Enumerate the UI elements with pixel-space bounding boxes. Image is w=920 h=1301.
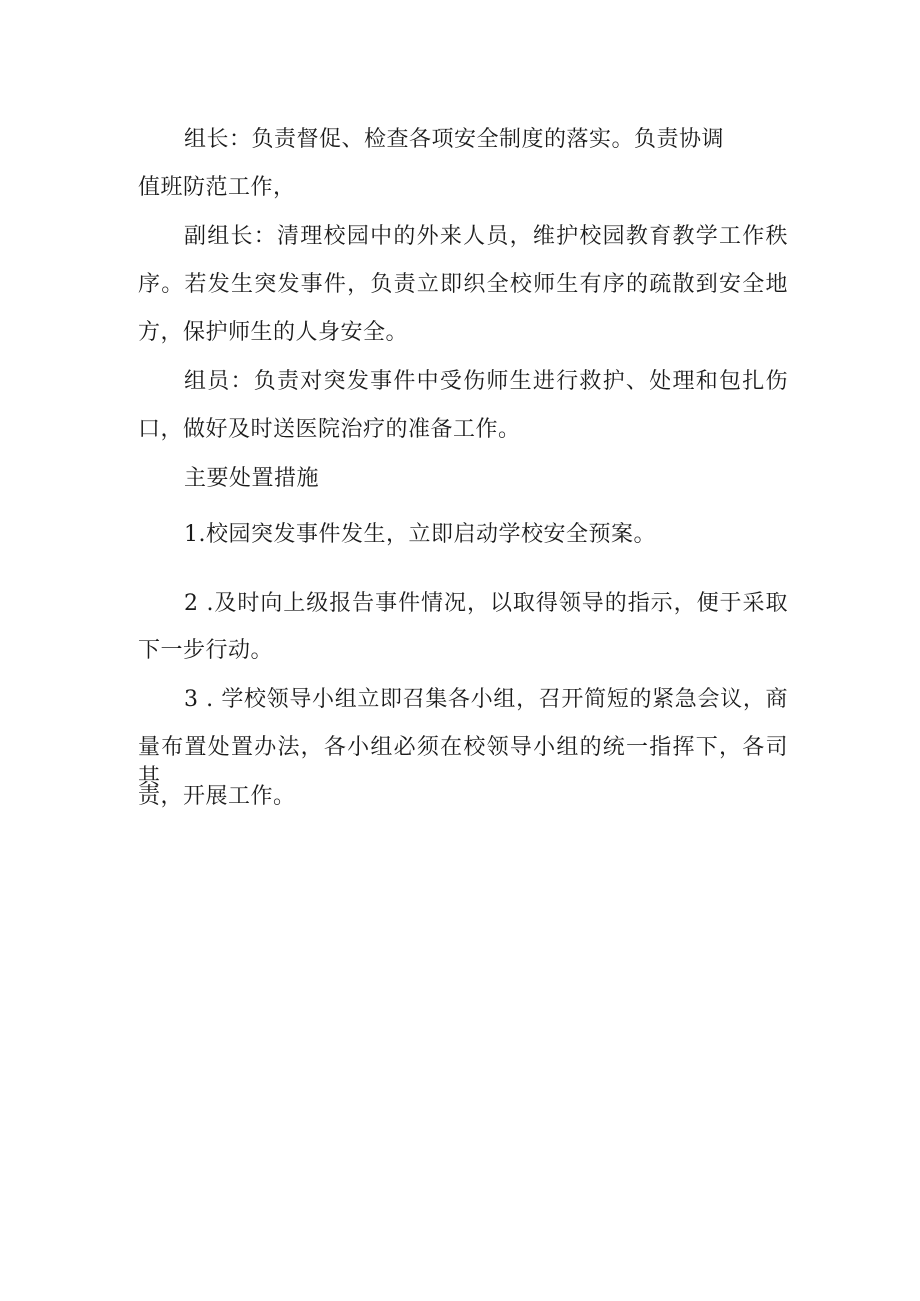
member-line-1: 组员：负责对突发事件中受伤师生进行救护、处理和包扎伤 — [184, 369, 788, 394]
measures-heading: 主要处置措施 — [184, 466, 320, 491]
measure-2-line-2: 下一步行动。 — [138, 638, 274, 663]
measure-3-line-3: 责，开展工作。 — [138, 784, 296, 809]
measure-2-line-1: 2 .及时向上级报告事件情况，以取得领导的指示，便于采取 — [184, 591, 788, 616]
leader-line-1: 组长：负责督促、检查各项安全制度的落实。负责协调 — [184, 127, 725, 152]
measure-1-line-1: 1.校园突发事件发生，立即启动学校安全预案。 — [184, 522, 656, 547]
member-line-2: 口，做好及时送医院治疗的准备工作。 — [138, 417, 521, 442]
deputy-leader-line-1: 副组长：清理校园中的外来人员，维护校园教育教学工作秩 — [184, 224, 788, 249]
measure-3-line-1: 3 . 学校领导小组立即召集各小组，召开简短的紧急会议，商 — [184, 687, 788, 712]
leader-line-2: 值班防范工作， — [138, 175, 296, 200]
deputy-leader-line-3: 方，保护师生的人身安全。 — [138, 320, 409, 345]
measure-3-line-2: 量布置处置办法，各小组必须在校领导小组的统一指挥下，各司其 — [138, 735, 788, 790]
deputy-leader-line-2: 序。若发生突发事件，负责立即织全校师生有序的疏散到安全地 — [138, 272, 788, 297]
